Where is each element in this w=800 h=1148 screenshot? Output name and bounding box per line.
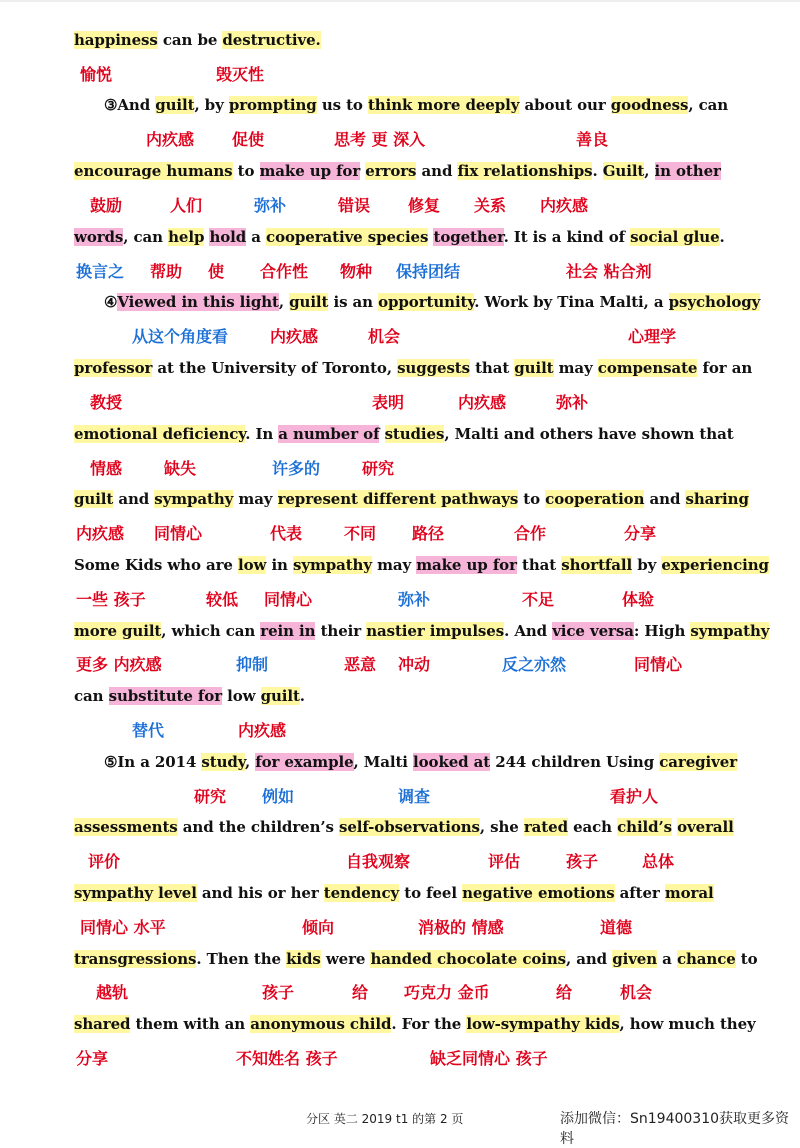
- plain-text: , Malti and others have shown that: [444, 425, 734, 443]
- highlight-yellow: guilt: [289, 293, 329, 311]
- plain-text: were: [320, 950, 371, 968]
- highlight-yellow: psychology: [668, 293, 761, 311]
- annotation-red: 给: [352, 983, 369, 1002]
- annotation-red: 总体: [642, 852, 675, 871]
- highlight-yellow: experiencing: [661, 556, 769, 574]
- plain-text: , how much they: [619, 1015, 756, 1033]
- highlight-yellow: think more deeply: [367, 96, 520, 114]
- highlight-yellow: self-observations: [338, 818, 480, 836]
- plain-text: ⑤In a 2014: [104, 753, 202, 771]
- highlight-pink: words: [74, 228, 124, 246]
- highlight-yellow: low-sympathy kids: [466, 1015, 620, 1033]
- annotation-red: 不同: [344, 524, 377, 543]
- highlight-pink: for example: [255, 753, 354, 771]
- text-line: [74, 620, 770, 642]
- plain-text: . Then the: [196, 950, 287, 968]
- annotation-red: 恶意: [344, 655, 377, 674]
- plain-text: to: [518, 490, 546, 508]
- highlight-pink: substitute for: [108, 687, 222, 705]
- highlight-pink: vice versa: [552, 622, 634, 640]
- annotation-red: 体验: [622, 590, 655, 609]
- highlight-yellow: caregiver: [659, 753, 737, 771]
- plain-text: by: [632, 556, 662, 574]
- plain-text: Some Kids who are: [74, 556, 238, 574]
- annotation-red: 研究: [194, 787, 227, 806]
- plain-text: , can: [688, 96, 729, 114]
- plain-text: their: [315, 622, 367, 640]
- highlight-yellow: anonymous child: [250, 1015, 392, 1033]
- annotation-red: 同情心: [634, 655, 683, 674]
- highlight-pink: make up for: [259, 162, 361, 180]
- plain-text: a: [246, 228, 267, 246]
- watermark-text: 添加微信：Sn19400310获取更多资料: [560, 1111, 790, 1147]
- annotation-row: [0, 193, 800, 217]
- annotation-blue: 调查: [398, 787, 431, 806]
- plain-text: to feel: [399, 884, 463, 902]
- page-footer: [0, 1108, 800, 1147]
- highlight-pink: rein in: [260, 622, 316, 640]
- annotation-row: [0, 456, 800, 480]
- plain-text: ④: [104, 293, 118, 311]
- annotation-row: [0, 62, 800, 86]
- highlight-yellow: overall: [677, 818, 734, 836]
- annotation-blue: 例如: [262, 787, 295, 806]
- highlight-yellow: guilt: [155, 96, 195, 114]
- annotation-blue: 许多的: [272, 459, 321, 478]
- annotation-red: 自我观察: [346, 852, 411, 871]
- annotation-red: 善良: [576, 130, 609, 149]
- highlight-yellow: nastier impulses: [366, 622, 505, 640]
- text-line: [74, 94, 794, 116]
- plain-text: is an: [328, 293, 379, 311]
- annotation-row: [0, 718, 800, 742]
- plain-text: , can: [123, 228, 169, 246]
- highlight-yellow: encourage humans: [74, 162, 233, 180]
- annotation-row: [0, 980, 800, 1004]
- highlight-yellow: compensate: [597, 359, 698, 377]
- annotation-red: 内疚感: [146, 130, 195, 149]
- annotation-red: 孩子: [262, 983, 295, 1002]
- plain-text: , by: [194, 96, 229, 114]
- annotation-red: 越轨: [96, 983, 129, 1002]
- annotation-red: 冲动: [398, 655, 431, 674]
- plain-text: and the children’s: [177, 818, 339, 836]
- text-line: [74, 816, 764, 838]
- plain-text: . For the: [391, 1015, 467, 1033]
- highlight-yellow: destructive.: [222, 31, 321, 49]
- annotation-row: [0, 390, 800, 414]
- plain-text: ③And: [104, 96, 156, 114]
- highlight-yellow: opportunity: [378, 293, 475, 311]
- highlight-yellow: tendency: [323, 884, 400, 902]
- annotation-red: 内疚感: [458, 393, 507, 412]
- annotation-red: 物种: [340, 262, 373, 281]
- highlight-pink: make up for: [416, 556, 517, 574]
- plain-text: for an: [697, 359, 753, 377]
- plain-text: ,: [278, 293, 290, 311]
- highlight-yellow: study: [201, 753, 245, 771]
- plain-text: them with an: [130, 1015, 251, 1033]
- highlight-yellow: shortfall: [561, 556, 633, 574]
- highlight-yellow: Guilt: [602, 162, 645, 180]
- text-line: [74, 488, 764, 510]
- highlight-yellow: handed chocolate coins: [370, 950, 567, 968]
- annotation-red: 关系: [474, 196, 507, 215]
- annotation-red: 帮助: [150, 262, 183, 281]
- highlight-yellow: help: [168, 228, 205, 246]
- text-line: [74, 882, 764, 904]
- highlight-yellow: fix relationships: [457, 162, 593, 180]
- annotation-row: [0, 521, 800, 545]
- plain-text: [379, 425, 384, 443]
- annotation-red: 合作: [514, 524, 547, 543]
- annotation-blue: 反之亦然: [502, 655, 567, 674]
- plain-text: 244 children Using: [490, 753, 660, 771]
- plain-text: may: [371, 556, 417, 574]
- annotation-blue: 替代: [132, 721, 165, 740]
- highlight-pink: hold: [209, 228, 247, 246]
- annotation-red: 分享: [624, 524, 657, 543]
- annotation-red: 倾向: [302, 918, 335, 937]
- text-line: [74, 948, 764, 970]
- plain-text: can: [74, 687, 109, 705]
- annotation-blue: 弥补: [254, 196, 287, 215]
- highlight-yellow: kids: [286, 950, 321, 968]
- highlight-yellow: sympathy: [690, 622, 770, 640]
- annotation-red: 内疚感: [76, 524, 125, 543]
- annotation-red: 巧克力 金币: [404, 983, 490, 1002]
- text-line: [74, 291, 794, 313]
- plain-text: .: [719, 228, 725, 246]
- highlight-yellow: professor: [74, 359, 153, 377]
- annotation-red: 鼓励: [90, 196, 123, 215]
- highlight-yellow: guilt: [514, 359, 554, 377]
- highlight-pink: in other: [654, 162, 721, 180]
- annotation-blue: 抑制: [236, 655, 269, 674]
- annotation-row: [0, 849, 800, 873]
- plain-text: a: [657, 950, 677, 968]
- annotation-red: 消极的 情感: [418, 918, 504, 937]
- text-line: [74, 554, 769, 576]
- highlight-yellow: social glue: [630, 228, 720, 246]
- text-line: [74, 685, 764, 707]
- plain-text: may: [553, 359, 598, 377]
- plain-text: and: [416, 162, 458, 180]
- annotation-red: 使: [208, 262, 225, 281]
- annotation-red: 人们: [170, 196, 203, 215]
- highlight-yellow: represent different pathways: [277, 490, 519, 508]
- annotation-blue: 从这个角度看: [132, 327, 229, 346]
- annotation-row: [0, 587, 800, 611]
- plain-text: ,: [644, 162, 655, 180]
- page-top-border: [0, 0, 800, 2]
- highlight-yellow: sympathy: [292, 556, 372, 574]
- plain-text: , which can: [161, 622, 261, 640]
- annotation-red: 教授: [90, 393, 123, 412]
- annotation-red: 孩子: [566, 852, 599, 871]
- annotation-red: 评估: [488, 852, 521, 871]
- highlight-yellow: sympathy level: [74, 884, 197, 902]
- annotation-red: 道德: [600, 918, 633, 937]
- annotation-row: [0, 259, 800, 283]
- plain-text: that: [469, 359, 515, 377]
- highlight-pink: looked at: [413, 753, 491, 771]
- annotation-red: 分享: [76, 1049, 109, 1068]
- annotation-red: 给: [556, 983, 573, 1002]
- highlight-yellow: moral: [664, 884, 714, 902]
- annotation-red: 不足: [522, 590, 555, 609]
- annotation-red: 社会 粘合剂: [566, 262, 652, 281]
- highlight-yellow: guilt: [74, 490, 114, 508]
- annotation-red: 评价: [88, 852, 121, 871]
- annotation-row: [0, 652, 800, 676]
- annotation-red: 修复: [408, 196, 441, 215]
- plain-text: low: [222, 687, 261, 705]
- annotation-row: [0, 784, 800, 808]
- plain-text: to: [232, 162, 260, 180]
- highlight-yellow: suggests: [397, 359, 470, 377]
- highlight-yellow: assessments: [74, 818, 178, 836]
- annotation-row: [0, 324, 800, 348]
- text-line: [74, 160, 764, 182]
- highlight-yellow: transgressions: [74, 950, 197, 968]
- annotation-red: 看护人: [610, 787, 659, 806]
- annotation-red: 较低: [206, 590, 239, 609]
- text-line: [74, 226, 764, 248]
- plain-text: and: [113, 490, 155, 508]
- plain-text: and his or her: [196, 884, 324, 902]
- annotation-red: 促使: [232, 130, 265, 149]
- plain-text: each: [567, 818, 618, 836]
- annotation-red: 代表: [270, 524, 303, 543]
- plain-text: may: [233, 490, 278, 508]
- annotation-red: 表明: [372, 393, 405, 412]
- plain-text: . It is a kind of: [503, 228, 631, 246]
- highlight-yellow: goodness: [610, 96, 689, 114]
- highlight-yellow: cooperation: [545, 490, 645, 508]
- annotation-red: 弥补: [556, 393, 589, 412]
- highlight-pink: a number of: [278, 425, 380, 443]
- highlight-pink: together: [433, 228, 504, 246]
- annotation-blue: 换言之: [76, 262, 125, 281]
- highlight-yellow: errors: [365, 162, 417, 180]
- annotation-red: 更多 内疚感: [76, 655, 162, 674]
- highlight-yellow: rated: [523, 818, 568, 836]
- plain-text: after: [614, 884, 665, 902]
- text-line: [74, 357, 764, 379]
- plain-text: can be: [157, 31, 223, 49]
- annotation-red: 内疚感: [540, 196, 589, 215]
- plain-text: , and: [566, 950, 613, 968]
- text-line: [74, 1013, 764, 1035]
- annotation-red: 研究: [362, 459, 395, 478]
- highlight-yellow: cooperative species: [266, 228, 429, 246]
- plain-text: .: [299, 687, 305, 705]
- plain-text: about our: [519, 96, 611, 114]
- text-line: [74, 423, 764, 445]
- annotation-red: 心理学: [628, 327, 677, 346]
- annotation-red: 错误: [338, 196, 371, 215]
- annotation-red: 同情心 水平: [80, 918, 166, 937]
- plain-text: .: [592, 162, 603, 180]
- plain-text: at the University of Toronto,: [152, 359, 398, 377]
- annotation-red: 愉悦: [80, 65, 113, 84]
- annotation-red: 情感: [90, 459, 123, 478]
- highlight-yellow: low: [238, 556, 267, 574]
- annotation-red: 内疚感: [270, 327, 319, 346]
- plain-text: . Work by Tina Malti, a: [474, 293, 669, 311]
- annotation-red: 毁灭性: [216, 65, 265, 84]
- page-number-label: 分区 英二 2019 t1 的第 2 页: [306, 1112, 464, 1126]
- highlight-yellow: shared: [74, 1015, 131, 1033]
- highlight-pink: Viewed in this light: [117, 293, 279, 311]
- highlight-yellow: prompting: [228, 96, 317, 114]
- highlight-yellow: happiness: [74, 31, 158, 49]
- plain-text: . In: [245, 425, 279, 443]
- plain-text: : High: [633, 622, 691, 640]
- plain-text: that: [516, 556, 562, 574]
- annotation-red: 缺失: [164, 459, 197, 478]
- annotation-red: 内疚感: [238, 721, 287, 740]
- annotation-red: 一些 孩子: [76, 590, 146, 609]
- plain-text: us to: [316, 96, 368, 114]
- plain-text: to: [735, 950, 758, 968]
- highlight-yellow: studies: [384, 425, 445, 443]
- highlight-yellow: more guilt: [74, 622, 162, 640]
- plain-text: and: [644, 490, 686, 508]
- annotation-row: [0, 915, 800, 939]
- annotation-red: 缺乏同情心 孩子: [430, 1049, 548, 1068]
- annotation-red: 不知姓名 孩子: [236, 1049, 338, 1068]
- highlight-yellow: child’s: [617, 818, 673, 836]
- annotation-red: 机会: [620, 983, 653, 1002]
- annotation-red: 同情心: [264, 590, 313, 609]
- annotation-row: [0, 127, 800, 151]
- annotation-red: 同情心: [154, 524, 203, 543]
- plain-text: . And: [504, 622, 553, 640]
- annotation-row: [0, 1046, 800, 1070]
- text-line: [74, 29, 764, 51]
- highlight-yellow: guilt: [260, 687, 300, 705]
- highlight-yellow: emotional deficiency: [74, 425, 246, 443]
- annotation-red: 思考 更 深入: [334, 130, 426, 149]
- annotation-blue: 弥补: [398, 590, 431, 609]
- plain-text: ,: [244, 753, 256, 771]
- highlight-yellow: sharing: [685, 490, 749, 508]
- annotation-blue: 保持团结: [396, 262, 461, 281]
- highlight-yellow: chance: [676, 950, 736, 968]
- annotation-red: 机会: [368, 327, 401, 346]
- plain-text: , she: [479, 818, 524, 836]
- highlight-yellow: given: [612, 950, 658, 968]
- highlight-yellow: negative emotions: [462, 884, 615, 902]
- plain-text: , Malti: [353, 753, 414, 771]
- plain-text: in: [266, 556, 293, 574]
- annotation-red: 合作性: [260, 262, 309, 281]
- text-line: [74, 751, 794, 773]
- annotation-red: 路径: [412, 524, 445, 543]
- highlight-yellow: sympathy: [154, 490, 234, 508]
